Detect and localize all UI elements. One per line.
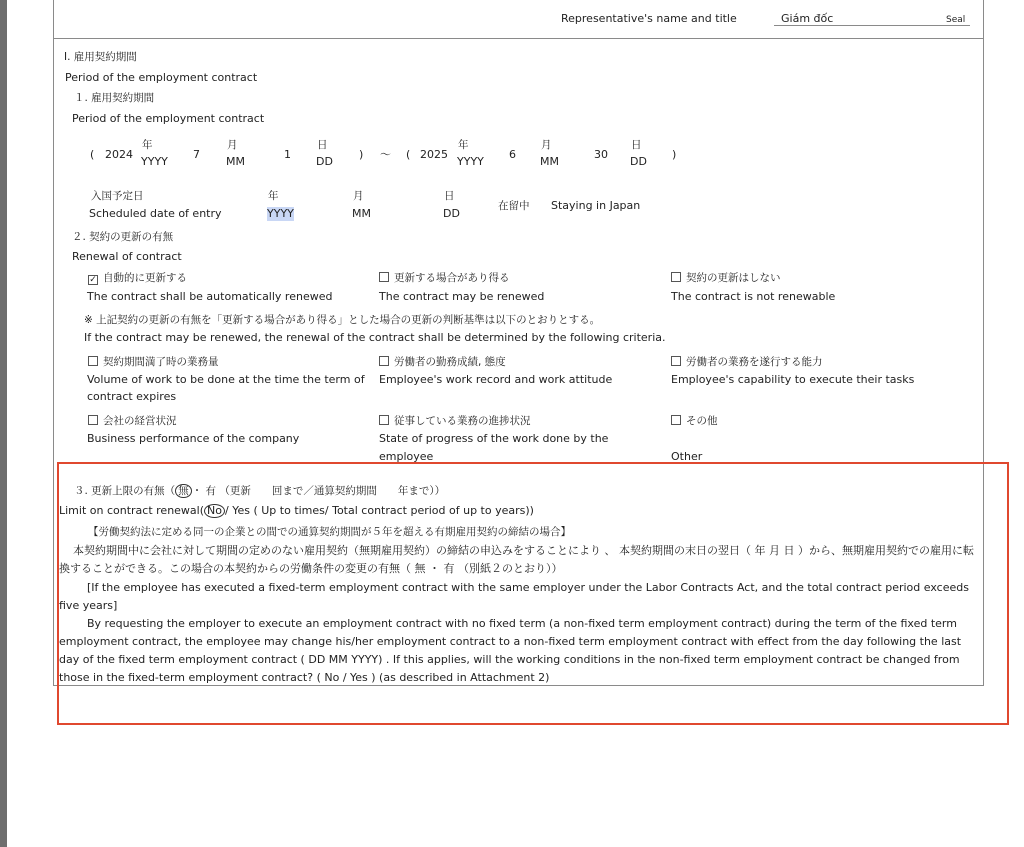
criteria-volume-en2: contract expires xyxy=(87,390,177,403)
end-month-value: 6 xyxy=(509,148,516,161)
checkbox-icon[interactable] xyxy=(88,356,98,366)
start-month-en: MM xyxy=(226,155,245,168)
entry-year-jp: 年 xyxy=(268,190,279,202)
end-day-value: 30 xyxy=(594,148,608,161)
staying-jp: 在留中 xyxy=(498,200,530,212)
period-open-paren-1: ( xyxy=(90,148,95,161)
entry-label-jp: 入国予定日 xyxy=(91,190,144,202)
renewal-option-none-en: The contract is not renewable xyxy=(671,290,836,303)
section1-sub-en: Period of the employment contract xyxy=(72,112,265,125)
criteria-capability-en: Employee's capability to execute their tasks xyxy=(671,373,915,386)
representative-value: Giám đốc xyxy=(781,12,834,25)
seal-label: Seal xyxy=(946,15,966,25)
renewal-option-may-jp: 更新する場合があり得る xyxy=(394,272,510,284)
section3-title-en-prefix: Limit on contract renewal( xyxy=(59,504,205,517)
period-tilde: 〜 xyxy=(380,148,391,161)
period-open-paren-2: ( xyxy=(406,148,411,161)
period-close-paren-1: ) xyxy=(359,148,364,161)
renewal-option-may-en: The contract may be renewed xyxy=(379,290,545,303)
start-day-value: 1 xyxy=(284,148,291,161)
criteria-progress-en2: employee xyxy=(379,450,434,463)
end-year-en: YYYY xyxy=(457,155,484,168)
checkbox-icon[interactable] xyxy=(88,415,98,425)
section3-title-en-suffix: / Yes ( Up to times/ Total contract period of up to years)) xyxy=(225,504,534,517)
renewal-option-may[interactable] xyxy=(379,271,510,285)
renewal-option-none[interactable] xyxy=(671,271,781,285)
criteria-volume-jp: 契約期間満了時の業務量 xyxy=(103,356,219,368)
section2-title-en: Renewal of contract xyxy=(72,250,182,263)
end-day-en: DD xyxy=(630,155,647,168)
section3-title-jp-suffix: ・ 有 （更新 回まで／通算契約期間 年まで）） xyxy=(191,485,446,497)
criteria-business-en: Business performance of the company xyxy=(87,432,300,445)
renewal-option-none-jp: 契約の更新はしない xyxy=(686,272,781,284)
entry-day-jp: 日 xyxy=(444,190,455,202)
criteria-other-en: Other xyxy=(671,450,703,463)
section1-sub-jp: １. 雇用契約期間 xyxy=(74,92,155,104)
start-day-jp: 日 xyxy=(317,139,328,151)
criteria-volume[interactable] xyxy=(88,355,219,369)
end-day-jp: 日 xyxy=(631,139,642,151)
header-divider xyxy=(54,38,983,39)
criteria-note-jp: ※ 上記契約の更新の有無を「更新する場合があり得る」とした場合の更新の判断基準は以下のとおりとする。 xyxy=(84,314,601,326)
start-month-jp: 月 xyxy=(227,139,238,151)
entry-label-en: Scheduled date of entry xyxy=(89,207,222,220)
staying-en: Staying in Japan xyxy=(551,199,641,212)
representative-label: Representative's name and title xyxy=(561,12,737,25)
criteria-business-jp: 会社の経営状況 xyxy=(103,415,177,427)
section1-title-en: Period of the employment contract xyxy=(65,71,258,84)
entry-month-jp: 月 xyxy=(353,190,364,202)
start-year-jp: 年 xyxy=(142,139,153,151)
highlight-box xyxy=(57,462,1009,725)
section3-heading-jp: 【労働契約法に定める同一の企業との間での通算契約期間が５年を超える有期雇用契約の締結の場合】 xyxy=(88,526,571,538)
section3-body-jp: 本契約期間中に会社に対して期間の定めのない雇用契約（無期雇用契約）の締結の申込みをすることにより 、 本契約期間の末日の翌日（ 年 月 日 ）から、無期雇用契約での雇用に転換することができる。この場合の本契約からの労働条件の変更の有無（ 無 ・ 有 （別紙２のとおり）） xyxy=(59,544,974,575)
criteria-volume-en1: Volume of work to be done at the time the term of xyxy=(87,373,365,386)
start-day-en: DD xyxy=(316,155,333,168)
criteria-capability-jp: 労働者の業務を遂行する能力 xyxy=(686,356,823,368)
entry-day-en: DD xyxy=(443,207,460,220)
section2-title-jp: ２. 契約の更新の有無 xyxy=(72,231,174,243)
checkbox-icon[interactable] xyxy=(379,272,389,282)
renewal-option-auto-en: The contract shall be automatically renewed xyxy=(87,290,333,303)
section3-title-jp-prefix: ３. 更新上限の有無（ xyxy=(74,485,176,497)
viewer-left-edge xyxy=(0,0,7,847)
criteria-capability[interactable] xyxy=(671,355,823,369)
criteria-business[interactable] xyxy=(88,414,177,428)
checkbox-icon[interactable] xyxy=(379,415,389,425)
start-year-value: 2024 xyxy=(105,148,133,161)
end-year-jp: 年 xyxy=(458,139,469,151)
section3-heading-en: [If the employee has executed a fixed-term employment contract with the same employer under the Labor Contracts Act, and the total contract period exceeds five years] xyxy=(59,581,969,612)
checkbox-icon[interactable] xyxy=(671,415,681,425)
start-month-value: 7 xyxy=(193,148,200,161)
criteria-progress-en1: State of progress of the work done by the xyxy=(379,432,609,445)
checkbox-icon[interactable] xyxy=(379,356,389,366)
section3-body-en: By requesting the employer to execute an employment contract with no fixed term (a non-fixed term employment contract) during the term of the fixed term employment contract, the employee may change his/her employment contract to a non-fixed term employment contract with effect from the day following the last day of the fixed term employment contract ( DD MM YYYY) . If this applies, will the working conditions in the non-fixed term employment contract be changed from those in the fixed-term employment contract? ( No / Yes ) (as described in Attachment 2) xyxy=(59,617,962,684)
end-month-jp: 月 xyxy=(541,139,552,151)
renewal-option-auto[interactable] xyxy=(88,271,187,285)
period-close-paren-2: ) xyxy=(672,148,677,161)
criteria-progress[interactable] xyxy=(379,414,531,428)
renewal-option-auto-jp: 自動的に更新する xyxy=(103,272,187,284)
criteria-record-jp: 労働者の勤務成績, 態度 xyxy=(394,356,506,368)
criteria-other[interactable] xyxy=(671,414,718,428)
entry-year-en[interactable]: YYYY xyxy=(267,207,294,220)
circled-no-mark: No xyxy=(204,504,225,518)
criteria-progress-jp: 従事している業務の進捗状況 xyxy=(394,415,531,427)
criteria-other-jp: その他 xyxy=(686,415,718,427)
criteria-record[interactable] xyxy=(379,355,506,369)
criteria-note-en: If the contract may be renewed, the renewal of the contract shall be determined by the following criteria. xyxy=(84,331,666,344)
end-month-en: MM xyxy=(540,155,559,168)
checkbox-icon[interactable] xyxy=(671,272,681,282)
section1-title-jp: Ⅰ. 雇用契約期間 xyxy=(64,51,137,63)
start-year-en: YYYY xyxy=(141,155,168,168)
criteria-record-en: Employee's work record and work attitude xyxy=(379,373,613,386)
checkbox-icon[interactable] xyxy=(671,356,681,366)
signature-underline xyxy=(774,25,970,26)
entry-month-en: MM xyxy=(352,207,371,220)
circled-none-mark: 無 xyxy=(175,484,192,498)
checkbox-checked-icon[interactable]: ✓ xyxy=(89,275,97,285)
end-year-value: 2025 xyxy=(420,148,448,161)
